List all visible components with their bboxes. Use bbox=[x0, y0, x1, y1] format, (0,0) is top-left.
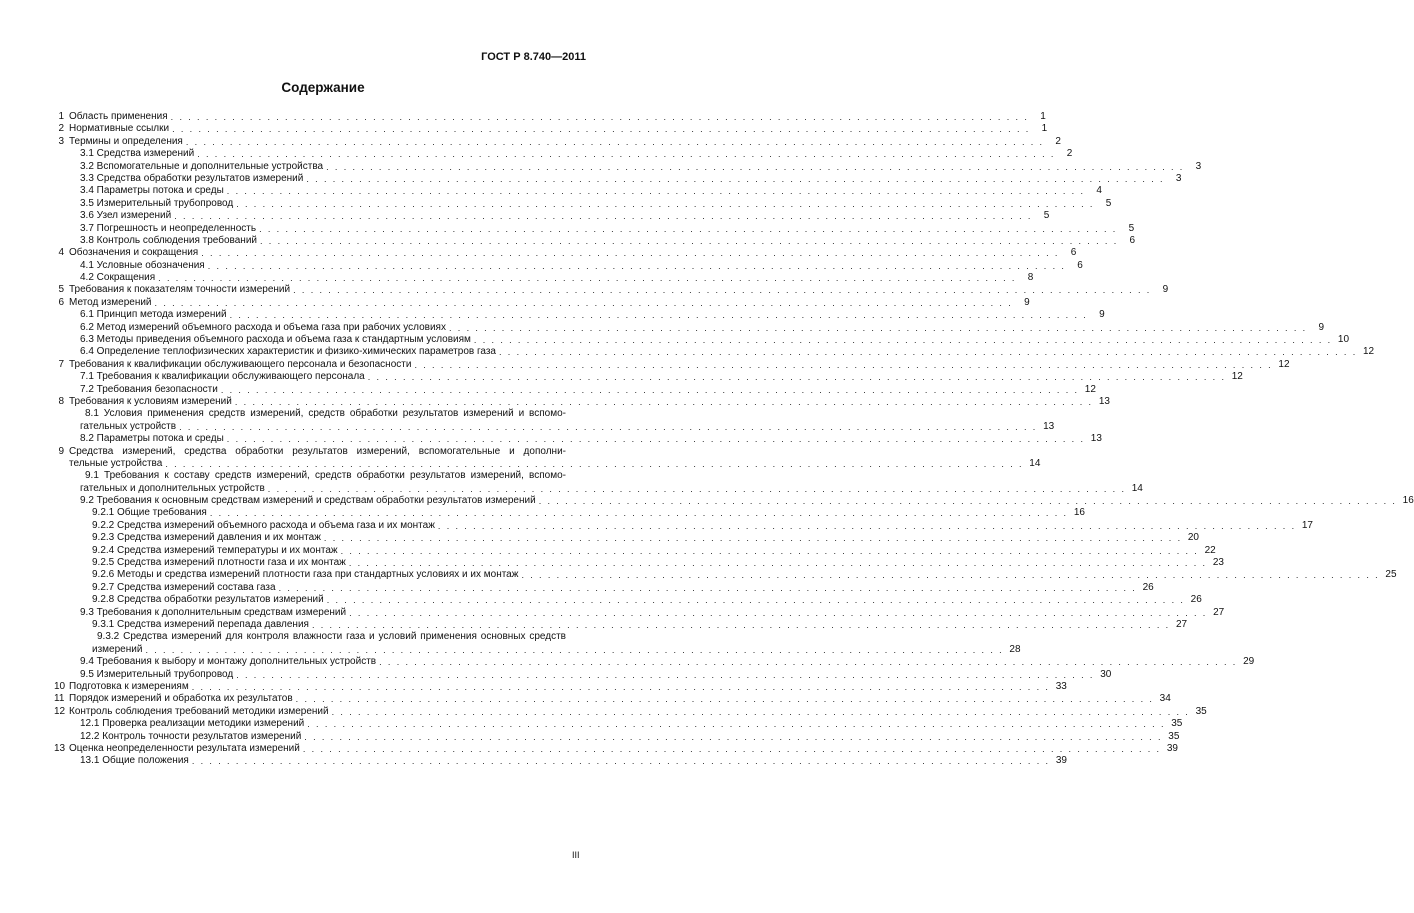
toc-entry-title: 8.1 Условия применения средств измерений, средств обработки результатов измерений и вспомо- bbox=[85, 408, 566, 420]
toc-leader-dots bbox=[142, 644, 1006, 656]
toc-entry-page: 12 bbox=[1362, 346, 1375, 358]
toc-leader-dots bbox=[176, 421, 1040, 433]
toc-entry-number: 12 bbox=[54, 705, 66, 717]
toc-entry-number: 4 bbox=[58, 247, 64, 259]
toc-leader-dots bbox=[232, 396, 1096, 408]
toc-entry-page: 1 bbox=[1040, 110, 1046, 122]
toc-entry-page: 34 bbox=[1159, 693, 1171, 705]
toc-entry-page: 26 bbox=[1142, 581, 1154, 593]
toc-entry-title: 9.2.2 Средства измерений объемного расхода и объема газа и их монтаж bbox=[92, 519, 435, 531]
toc-entry-page: 3 bbox=[1195, 160, 1202, 172]
toc-entry[interactable] bbox=[54, 594, 1202, 606]
toc-entry-title: 6.4 Определение теплофизических характеристик и физико-химических параметров газа bbox=[80, 346, 496, 358]
toc-entry-page: 29 bbox=[1243, 656, 1255, 668]
toc-entry-number: 6 bbox=[58, 296, 64, 308]
toc-entry[interactable] bbox=[54, 247, 1077, 259]
toc-entry-title: 9.4 Требования к выбору и монтажу дополнительных устройств bbox=[80, 656, 377, 668]
toc-entry[interactable] bbox=[54, 234, 1136, 247]
toc-entry-title: Требования к условиям измерений bbox=[69, 395, 232, 407]
toc-leader-dots bbox=[496, 346, 1360, 358]
toc-entry[interactable] bbox=[54, 656, 1255, 668]
toc-leader-dots bbox=[290, 284, 1154, 296]
toc-entry-page: 14 bbox=[1029, 457, 1041, 469]
toc-entry-title: 3.5 Измерительный трубопровод bbox=[80, 197, 234, 209]
toc-entry-title: 9.2.7 Средства измерений состава газа bbox=[92, 581, 276, 593]
toc-entry-page: 13 bbox=[1090, 433, 1102, 445]
toc-leader-dots bbox=[233, 198, 1097, 210]
toc-entry[interactable] bbox=[54, 569, 1397, 581]
toc-entry-number: 7 bbox=[58, 358, 64, 370]
toc-entry-title: 3.4 Параметры потока и среды bbox=[80, 185, 224, 197]
toc-entry-page: 25 bbox=[1385, 569, 1397, 581]
toc-leader-dots bbox=[346, 557, 1210, 569]
toc-entry[interactable] bbox=[54, 185, 1102, 197]
toc-leader-dots bbox=[189, 755, 1053, 767]
toc-leader-dots bbox=[152, 297, 1016, 309]
toc-entry-title: 9.3.1 Средства измерений перепада давления bbox=[92, 619, 309, 630]
toc-entry[interactable] bbox=[54, 259, 1083, 272]
toc-entry[interactable] bbox=[54, 296, 1030, 309]
toc-entry-page: 3 bbox=[1175, 172, 1182, 184]
toc-entry-title: 12.1 Проверка реализации методики измерений bbox=[80, 718, 305, 730]
toc-entry-number: 13 bbox=[54, 742, 66, 754]
toc-entry[interactable] bbox=[54, 433, 1102, 445]
toc-leader-dots bbox=[276, 582, 1140, 594]
standard-designation: ГОСТ Р 8.740—2011 bbox=[481, 51, 586, 63]
toc-entry-page: 39 bbox=[1055, 755, 1067, 767]
toc-entry-page: 16 bbox=[1073, 507, 1085, 519]
toc-entry-title: 9.5 Измерительный трубопровод bbox=[80, 668, 234, 680]
toc-entry-page: 6 bbox=[1129, 234, 1136, 246]
toc-entry-title: 4.2 Сокращения bbox=[80, 272, 156, 284]
toc-leader-dots bbox=[300, 743, 1164, 755]
toc-entry-title: 6.1 Принцип метода измерений bbox=[80, 309, 227, 321]
toc-entry-page: 17 bbox=[1301, 519, 1313, 531]
toc-entry[interactable] bbox=[54, 321, 1325, 334]
toc-entry-title: Контроль соблюдения требований методики измерений bbox=[69, 705, 329, 717]
toc-entry[interactable] bbox=[54, 631, 1021, 656]
toc-entry-title: 9.2.3 Средства измерений давления и их монтаж bbox=[92, 532, 321, 544]
toc-leader-dots bbox=[309, 619, 1173, 631]
toc-entry-page: 16 bbox=[1402, 495, 1414, 507]
toc-entry[interactable] bbox=[54, 519, 1313, 532]
page-title: Содержание bbox=[281, 80, 365, 95]
toc-entry-title: Требования к показателям точности измерений bbox=[69, 284, 291, 296]
toc-leader-dots bbox=[162, 458, 1026, 470]
toc-entry[interactable] bbox=[54, 606, 1225, 619]
toc-entry-title: 9.2.1 Общие требования bbox=[92, 507, 207, 519]
toc-entry[interactable] bbox=[54, 222, 1135, 235]
toc-leader-dots bbox=[168, 111, 1032, 123]
toc-entry-page: 22 bbox=[1204, 544, 1216, 556]
toc-leader-dots bbox=[324, 594, 1188, 606]
toc-entry-page: 5 bbox=[1105, 197, 1112, 209]
toc-entry-title-continuation: измерений bbox=[92, 643, 143, 655]
toc-entry[interactable] bbox=[54, 668, 1112, 681]
toc-entry-title-continuation: гательных устройств bbox=[80, 420, 177, 432]
toc-leader-dots bbox=[257, 235, 1121, 247]
toc-entry[interactable] bbox=[54, 123, 1048, 135]
toc-entry[interactable] bbox=[54, 445, 1041, 471]
toc-leader-dots bbox=[329, 706, 1193, 718]
toc-entry-title: 9.3.2 Средства измерений для контроля влажности газа и условий применения основных средств bbox=[97, 631, 566, 643]
toc-leader-dots bbox=[171, 210, 1035, 222]
toc-entry-page: 35 bbox=[1195, 705, 1207, 717]
toc-entry-number: 5 bbox=[58, 284, 64, 296]
toc-entry-title: 3.2 Вспомогательные и дополнительные устройства bbox=[80, 160, 324, 172]
toc-entry-page: 12 bbox=[1278, 358, 1290, 370]
toc-leader-dots bbox=[301, 731, 1165, 743]
toc-entry-title: Термины и определения bbox=[69, 135, 183, 147]
toc-entry-title: 7.1 Требования к квалификации обслуживающего персонала bbox=[80, 371, 365, 383]
toc-leader-dots bbox=[233, 669, 1097, 681]
toc-leader-dots bbox=[376, 656, 1240, 668]
toc-entry[interactable] bbox=[54, 470, 1143, 495]
toc-leader-dots bbox=[207, 507, 1071, 519]
toc-leader-dots bbox=[321, 532, 1185, 544]
toc-entry-page: 2 bbox=[1055, 135, 1061, 147]
toc-entry-page: 23 bbox=[1212, 557, 1224, 569]
toc-entry-title: 13.1 Общие положения bbox=[80, 755, 189, 767]
toc-entry-page: 6 bbox=[1077, 259, 1083, 271]
toc-entry[interactable] bbox=[54, 135, 1061, 148]
toc-entry-title: 9.2.4 Средства измерений температуры и их монтаж bbox=[92, 544, 338, 556]
toc-entry-title: 3.7 Погрешность и неопределенность bbox=[80, 222, 257, 234]
toc-entry[interactable] bbox=[54, 395, 1110, 408]
toc-entry-title: Нормативные ссылки bbox=[69, 123, 170, 135]
toc-entry-page: 13 bbox=[1098, 395, 1110, 407]
toc-entry[interactable] bbox=[54, 284, 1169, 296]
toc-entry[interactable] bbox=[54, 197, 1112, 210]
toc-entry-page: 1 bbox=[1041, 123, 1048, 135]
toc-leader-dots bbox=[224, 433, 1088, 445]
toc-entry[interactable] bbox=[54, 172, 1182, 185]
toc-entry-title: Метод измерений bbox=[69, 296, 152, 308]
toc-leader-dots bbox=[155, 272, 1019, 284]
toc-entry[interactable] bbox=[54, 532, 1199, 544]
toc-entry-page: 8 bbox=[1027, 272, 1034, 284]
toc-entry-title: 4.1 Условные обозначения bbox=[80, 259, 205, 271]
toc-leader-dots bbox=[169, 123, 1033, 135]
toc-leader-dots bbox=[346, 607, 1210, 619]
toc-entry-title: Обозначения и сокращения bbox=[69, 247, 199, 259]
toc-entry-page: 10 bbox=[1337, 334, 1350, 346]
toc-entry[interactable] bbox=[54, 544, 1216, 557]
toc-entry[interactable] bbox=[54, 755, 1067, 767]
toc-entry[interactable] bbox=[54, 371, 1243, 383]
toc-entry-number: 1 bbox=[58, 110, 64, 122]
toc-entry-page: 27 bbox=[1213, 606, 1225, 618]
toc-leader-dots bbox=[323, 161, 1187, 173]
toc-entry-page: 27 bbox=[1175, 619, 1188, 630]
toc-entry-page: 13 bbox=[1043, 420, 1055, 432]
toc-entry-number: 3 bbox=[58, 135, 64, 147]
toc-entry-number: 8 bbox=[58, 395, 64, 407]
toc-entry[interactable] bbox=[54, 160, 1202, 173]
toc-entry-title: Порядок измерений и обработка их результатов bbox=[69, 693, 293, 705]
toc-leader-dots bbox=[198, 247, 1062, 259]
toc-entry-page: 5 bbox=[1043, 210, 1050, 222]
toc-leader-dots bbox=[227, 309, 1091, 321]
toc-entry-page: 33 bbox=[1055, 680, 1067, 692]
toc-leader-dots bbox=[218, 384, 1082, 396]
toc-leader-dots bbox=[256, 223, 1120, 235]
toc-entry-title-continuation: тельные устройства bbox=[69, 457, 163, 469]
toc-entry-page: 12 bbox=[1231, 371, 1243, 383]
toc-entry[interactable] bbox=[54, 309, 1105, 321]
toc-entry-page: 30 bbox=[1100, 668, 1112, 680]
toc-entry-title: 3.8 Контроль соблюдения требований bbox=[80, 234, 257, 246]
toc-leader-dots bbox=[293, 693, 1157, 705]
toc-entry-page: 26 bbox=[1190, 594, 1202, 606]
toc-entry[interactable] bbox=[54, 619, 1188, 631]
toc-entry-title: 9.2.5 Средства измерений плотности газа и их монтаж bbox=[92, 557, 346, 569]
toc-entry[interactable] bbox=[54, 358, 1290, 371]
toc-entry-title: 3.1 Средства измерений bbox=[80, 148, 195, 160]
toc-entry-page: 39 bbox=[1166, 742, 1178, 754]
toc-entry[interactable] bbox=[54, 693, 1171, 705]
toc-entry-title: 3.6 Узел измерений bbox=[80, 210, 172, 222]
toc-entry-title: Средства измерений, средства обработки результатов измерений, вспомогательные и дополни- bbox=[69, 445, 566, 457]
toc-entry-title: 7.2 Требования безопасности bbox=[80, 383, 218, 395]
toc-leader-dots bbox=[205, 260, 1069, 272]
toc-entry[interactable] bbox=[54, 272, 1034, 284]
toc-entry-number: 2 bbox=[58, 123, 64, 135]
toc-entry-page: 35 bbox=[1168, 730, 1180, 742]
page-number: III bbox=[572, 850, 580, 860]
toc-entry-title: 6.2 Метод измерений объемного расхода и объема газа при рабочих условиях bbox=[80, 321, 446, 333]
table-of-contents bbox=[54, 110, 1414, 768]
toc-leader-dots bbox=[338, 545, 1202, 557]
toc-entry[interactable] bbox=[54, 383, 1096, 396]
toc-entry[interactable] bbox=[54, 346, 1375, 358]
toc-entry-page: 9 bbox=[1024, 296, 1030, 308]
toc-entry-title: 9.2.6 Методы и средства измерений плотности газа при стандартных условиях и их монтаж bbox=[92, 569, 519, 581]
toc-entry-title: 9.1 Требования к составу средств измерений, средств обработки результатов измерений, вспомо- bbox=[85, 470, 566, 482]
toc-entry-title: Требования к квалификации обслуживающего персонала и безопасности bbox=[69, 358, 412, 370]
toc-entry[interactable] bbox=[54, 705, 1207, 718]
toc-entry-title: 9.2.8 Средства обработки результатов измерений bbox=[92, 594, 324, 606]
toc-entry-page: 35 bbox=[1171, 718, 1183, 730]
toc-entry[interactable] bbox=[54, 507, 1085, 520]
toc-entry-title: 9.2 Требования к основным средствам измерений и средствам обработки результатов измерений bbox=[80, 495, 536, 507]
toc-entry[interactable] bbox=[54, 495, 1414, 507]
toc-entry[interactable] bbox=[54, 148, 1073, 160]
toc-entry-number: 11 bbox=[54, 693, 65, 705]
toc-entry[interactable] bbox=[54, 557, 1224, 569]
toc-leader-dots bbox=[471, 334, 1335, 346]
toc-entry[interactable] bbox=[54, 581, 1154, 594]
toc-entry-title: 9.3 Требования к дополнительным средствам измерений bbox=[80, 606, 347, 618]
toc-leader-dots bbox=[303, 173, 1167, 185]
toc-leader-dots bbox=[536, 495, 1400, 507]
toc-entry-title-continuation: гательных и дополнительных устройств bbox=[80, 482, 265, 494]
toc-entry-page: 28 bbox=[1009, 643, 1021, 655]
toc-leader-dots bbox=[446, 322, 1310, 334]
toc-entry-page: 9 bbox=[1162, 284, 1169, 296]
toc-entry[interactable] bbox=[54, 742, 1178, 755]
toc-entry-title: 12.2 Контроль точности результатов измерений bbox=[80, 730, 302, 742]
toc-entry[interactable] bbox=[54, 334, 1350, 346]
toc-leader-dots bbox=[518, 569, 1382, 581]
toc-leader-dots bbox=[365, 371, 1229, 383]
toc-entry[interactable] bbox=[54, 718, 1183, 730]
toc-entry[interactable] bbox=[54, 110, 1046, 123]
toc-leader-dots bbox=[435, 520, 1299, 532]
toc-leader-dots bbox=[194, 148, 1058, 160]
toc-entry-page: 5 bbox=[1128, 222, 1135, 234]
toc-leader-dots bbox=[304, 718, 1168, 730]
toc-entry-page: 2 bbox=[1066, 148, 1073, 160]
toc-entry[interactable] bbox=[54, 730, 1180, 743]
toc-entry-page: 12 bbox=[1084, 383, 1096, 395]
toc-leader-dots bbox=[411, 359, 1275, 371]
toc-entry-page: 9 bbox=[1099, 309, 1105, 321]
toc-entry-title: 3.3 Средства обработки результатов измерений bbox=[80, 172, 304, 184]
toc-entry-title: Область применения bbox=[69, 110, 168, 122]
toc-entry-number: 9 bbox=[58, 445, 64, 457]
toc-entry-page: 6 bbox=[1070, 247, 1077, 259]
toc-entry[interactable] bbox=[54, 680, 1067, 693]
toc-leader-dots bbox=[183, 136, 1047, 148]
toc-entry-title: 8.2 Параметры потока и среды bbox=[80, 433, 224, 445]
toc-entry-page: 20 bbox=[1187, 532, 1199, 544]
toc-entry[interactable] bbox=[54, 210, 1050, 222]
toc-entry-title: 6.3 Методы приведения объемного расхода и объема газа к стандартным условиям bbox=[80, 334, 471, 346]
toc-leader-dots bbox=[265, 483, 1129, 495]
toc-entry-page: 14 bbox=[1131, 482, 1143, 494]
toc-entry-number: 10 bbox=[54, 680, 66, 692]
toc-entry-title: Оценка неопределенности результата измерений bbox=[69, 742, 300, 754]
toc-entry-title: Подготовка к измерениям bbox=[69, 680, 189, 692]
toc-entry-page: 4 bbox=[1096, 185, 1102, 197]
toc-leader-dots bbox=[224, 185, 1088, 197]
toc-leader-dots bbox=[189, 681, 1053, 693]
toc-entry[interactable] bbox=[54, 408, 1055, 433]
toc-entry-page: 9 bbox=[1318, 321, 1325, 333]
